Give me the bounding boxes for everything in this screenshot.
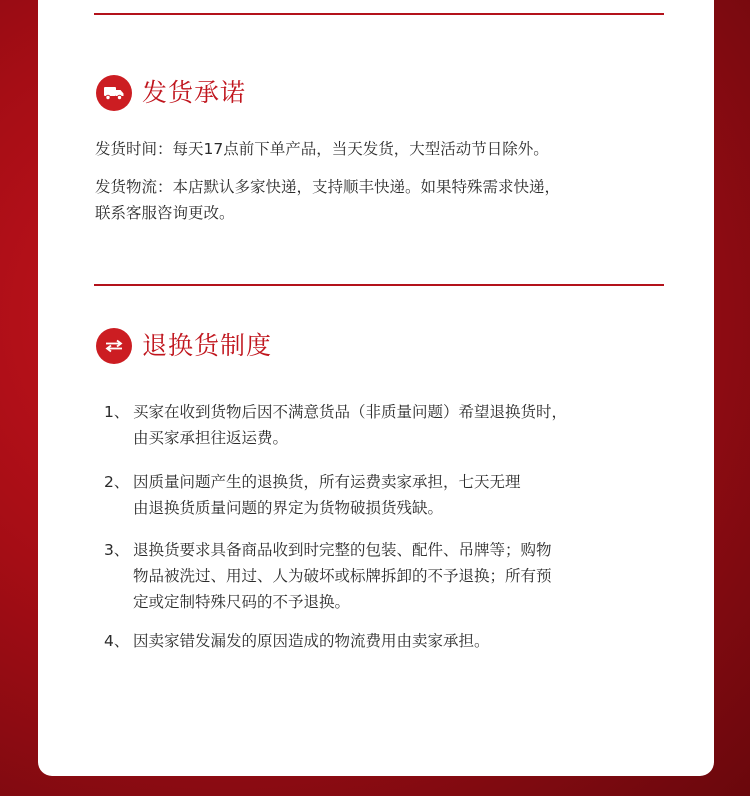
list-item-number: 2、 bbox=[104, 473, 130, 491]
list-item-line: 退换货要求具备商品收到时完整的包装、配件、吊牌等；购物 bbox=[133, 541, 552, 559]
shipping-header bbox=[96, 75, 246, 111]
exchange-arrows-icon bbox=[96, 328, 132, 364]
list-item-line: 因卖家错发漏发的原因造成的物流费用由卖家承担。 bbox=[133, 632, 490, 650]
list-item bbox=[104, 628, 490, 654]
list-item bbox=[104, 399, 567, 451]
list-item-line: 由买家承担往返运费。 bbox=[133, 429, 289, 447]
list-item-line: 由退换货质量问题的界定为货物破损货残缺。 bbox=[133, 499, 444, 517]
shipping-logistics-line: 发货物流：本店默认多家快递，支持顺丰快递。如果特殊需求快递， bbox=[95, 178, 561, 196]
list-item-number: 1、 bbox=[104, 403, 130, 421]
list-item-number: 3、 bbox=[104, 541, 130, 559]
shipping-logistics-line: 联系客服咨询更改。 bbox=[95, 204, 235, 222]
list-item-line: 定或定制特殊尺码的不予退换。 bbox=[133, 593, 351, 611]
list-item-line: 因质量问题产生的退换货，所有运费卖家承担，七天无理 bbox=[133, 473, 521, 491]
list-item-line: 物品被洗过、用过、人为破坏或标牌拆卸的不予退换；所有预 bbox=[133, 567, 552, 585]
list-item-number: 4、 bbox=[104, 632, 130, 650]
list-item bbox=[104, 469, 521, 521]
returns-title: 退换货制度 bbox=[142, 331, 273, 360]
shipping-logistics-text bbox=[95, 174, 675, 226]
top-divider bbox=[94, 13, 664, 15]
shipping-title: 发货承诺 bbox=[142, 78, 247, 107]
middle-divider bbox=[94, 284, 664, 286]
content-panel bbox=[38, 0, 714, 776]
list-item-line: 买家在收到货物后因不满意货品（非质量问题）希望退换货时， bbox=[133, 403, 568, 421]
returns-header bbox=[96, 328, 272, 364]
list-item bbox=[104, 537, 552, 615]
truck-icon bbox=[96, 75, 132, 111]
shipping-time-text: 发货时间：每天17点前下单产品，当天发货，大型活动节日除外。 bbox=[95, 140, 549, 158]
